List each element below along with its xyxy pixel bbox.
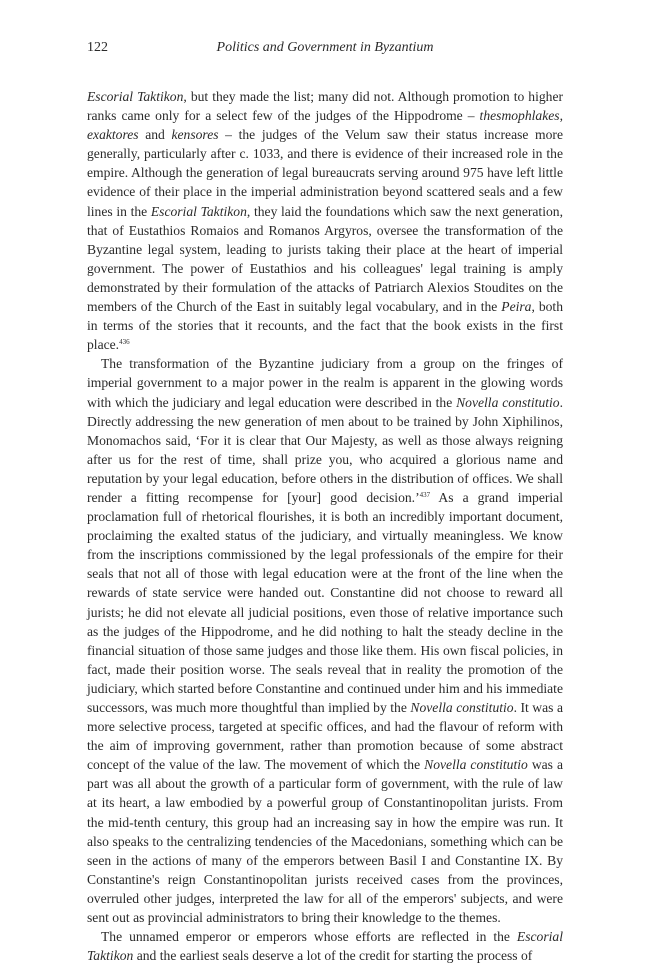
italic-text: kensores bbox=[171, 127, 219, 143]
text-run: , both in terms of the stories that it recounts, and the fact that the book exists in the first place. bbox=[87, 299, 563, 353]
footnote-ref: 437 bbox=[419, 490, 431, 499]
text-run: was a part was all about the growth of a particular form of government, with the rule of law at its heart, a law embodied by a powerful group of Constantinopolitan jurists. From the mid-tenth century, this group had an increasing say in how the empire was run. It also speaks to the centralizing tendencies of the Macedonians, something which can be seen in the actions of many of the emperors between Basil I and Constantine IX. By Constantine's reign Constantinopolitan jurists received cases from the provinces, overruled other judges, interpreted the law for all of the emperors' subjects, and were sent out as provincial administrators to bring their knowledge to the themes. bbox=[87, 757, 564, 926]
page-number: 122 bbox=[87, 40, 108, 55]
text-run: The unnamed emperor or emperors whose efforts are reflected in the bbox=[101, 929, 517, 945]
paragraph bbox=[87, 927, 563, 965]
text-run: As a grand imperial proclamation full of rhetorical flourishes, it is both an incredibly important document, proclaiming the exalted status of the judiciary, and virtually meaningless. We know from the inscriptions commissioned by the legal professionals of the empire for their seals that not all of those with legal education were at the front of the line when the rewards of state service were handed out. Constantine did not choose to reward all jurists; he did not elevate all judicial positions, even those of relative importance such as the judges of the Hippodrome, and he did nothing to halt the steady decline in the financial situation of those same judges and those like them. His own fiscal policies, in fact, made their position worse. The seals reveal that in reality the promotion of the judiciary, which started before Constantine and continued under him and his immediate successors, was much more thoughtful than implied by the bbox=[87, 489, 563, 715]
italic-text: Escorial Taktikon bbox=[87, 929, 563, 964]
italic-text: exaktores bbox=[87, 127, 139, 143]
text-run: . It was a more selective process, targeted at specific offices, and had the flavour of reform with the aim of improving government, rather than promotion because of some abstract concept of the value of the law. The movement of which the bbox=[87, 700, 563, 773]
text-run: , but they made the list; many did not. Although promotion to higher ranks came only for a select few of the judges of the Hippodrome – bbox=[87, 89, 563, 124]
text-run: and bbox=[138, 127, 172, 143]
italic-text: Peira bbox=[501, 299, 532, 315]
paragraph bbox=[87, 354, 563, 927]
italic-text: Novella constitutio bbox=[410, 700, 514, 715]
italic-text: Novella constitutio bbox=[424, 757, 528, 773]
text-run: , bbox=[559, 108, 563, 124]
italic-text: Novella constitutio bbox=[456, 394, 560, 410]
text-run: , they laid the foundations which saw the next generation, that of Eustathios Romaios and Romanos Argyros, oversee the transformation of the Byzantine legal system, leading to jurists taking their place at the heart of imperial government. The power of Eustathios and his colleagues' legal training is amply demonstrated by their formulation of the attacks of Patriarch Alexios Stoudites on the members of the Church of the East in suitably legal vocabulary, and in the bbox=[87, 203, 563, 315]
running-title: Politics and Government in Byzantium bbox=[216, 40, 434, 55]
book-page bbox=[87, 38, 563, 965]
text-run: . Directly addressing the new generation of men about to be trained by John Xiphilinos, Monomachos said, ‘For it is clear that Our Majesty, as well as those always reigning after us for the rest of time, shall prize you, who acquired a glorious name and reputation by your legal education, before others in the distribution of offices. We shall render a fitting recompense for [your] good decision.’ bbox=[87, 394, 563, 505]
running-head bbox=[87, 38, 563, 60]
body-text bbox=[87, 87, 563, 965]
italic-text: thesmophlakes bbox=[479, 108, 560, 124]
text-run: The transformation of the Byzantine judiciary from a group on the fringes of imperial government to a major power in the realm is apparent in the glowing words with which the judiciary and legal education were described in the bbox=[87, 356, 563, 410]
italic-text: Escorial Taktikon bbox=[87, 89, 184, 104]
italic-text: Escorial Taktikon bbox=[150, 203, 247, 219]
text-run: and the earliest seals deserve a lot of the credit for starting the process of bbox=[133, 948, 533, 964]
footnote-ref: 436 bbox=[119, 338, 130, 347]
paragraph bbox=[87, 87, 563, 354]
text-run: – the judges of the Velum saw their status increase more generally, particularly after c. 1033, and there is evidence of their increased role in the empire. Although the generation of legal bureaucrats serving around 975 have left little evidence of their place in the imperial administration beyond scattered seals and a few lines in the bbox=[87, 127, 563, 219]
